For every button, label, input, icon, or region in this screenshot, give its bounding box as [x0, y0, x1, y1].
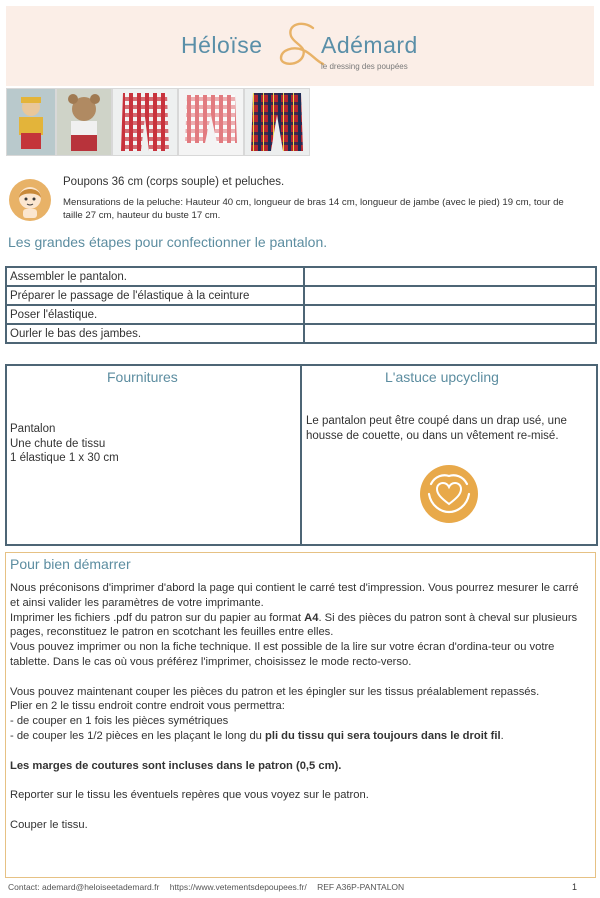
- paragraph: Plier en 2 le tissu endroit contre endroit vous permettra:: [10, 700, 285, 713]
- text-span: . Si des pièces du patron sont à cheval sur plusieurs pages, reconstituez le patron en scotchant les feuilles entre elles.: [10, 611, 578, 639]
- steps-table: [5, 266, 597, 344]
- pattern-reference: REF A36P-PANTALON: [317, 882, 405, 892]
- paragraph: Reporter sur le tissu les éventuels repères que vous voyez sur le patron.: [10, 789, 369, 802]
- paragraph: Couper le tissu.: [10, 818, 88, 831]
- tip-heading: L'astuce upcycling: [385, 369, 499, 385]
- getting-started-heading: Pour bien démarrer: [10, 556, 131, 572]
- table-row: [6, 305, 596, 324]
- getting-started-body: [10, 581, 588, 833]
- brand-name-first: Héloïse: [181, 32, 263, 58]
- paragraph: Nous préconisons d'imprimer d'abord la page qui contient le carré test d'impression. Vous pourrez mesurer le carré et ainsi valider les paramètres de votre imprimante.: [10, 582, 579, 609]
- table-row: [6, 324, 596, 343]
- page-footer: [8, 882, 412, 892]
- steps-heading: Les grandes étapes pour confectionner le pantalon.: [8, 234, 328, 250]
- supply-item: Pantalon: [10, 423, 56, 435]
- supplies-and-tip-box: [5, 364, 598, 546]
- text-span: - de couper les 1/2 pièces en les plaçant le long du: [10, 729, 265, 742]
- supply-item: 1 élastique 1 x 30 cm: [10, 452, 119, 464]
- page-number: 1: [572, 882, 578, 892]
- table-row: [6, 286, 596, 305]
- doll-face-icon: [8, 178, 52, 222]
- doll-yellow-jacket-photo: [6, 88, 56, 156]
- step-label: Ourler le bas des jambes.: [6, 324, 304, 343]
- step-empty-cell: [304, 305, 596, 324]
- text-span: .: [500, 729, 504, 742]
- supplies-heading: Fournitures: [107, 369, 178, 385]
- brand-logo: [181, 24, 431, 80]
- getting-started-box: [5, 552, 596, 878]
- column-divider: [300, 366, 302, 544]
- paragraph: - de couper en 1 fois les pièces symétriques: [10, 715, 229, 728]
- plush-measurements: Mensurations de la peluche: Hauteur 40 cm, longueur de bras 14 cm, longueur de jambe (avec le pied) 19 cm, tour de taille 27 cm, hauteur du buste 17 cm.: [63, 197, 564, 221]
- paragraph: [10, 729, 588, 744]
- step-empty-cell: [304, 267, 596, 286]
- step-empty-cell: [304, 324, 596, 343]
- fold-emphasis: pli du tissu qui sera toujours dans le droit fil: [265, 729, 501, 742]
- paragraph: [10, 611, 588, 641]
- pink-checked-pants-photo: [178, 88, 244, 156]
- step-label: Poser l'élastique.: [6, 305, 304, 324]
- brand-tagline: le dressing des poupées: [321, 62, 408, 71]
- text-span: Imprimer les fichiers .pdf du patron sur du papier au format: [10, 611, 305, 624]
- brand-name-second: Adémard: [321, 32, 418, 58]
- tip-text: Le pantalon peut être coupé dans un drap usé, une housse de couette, ou dans un vêtement re-misé.: [306, 415, 567, 442]
- step-label: Assembler le pantalon.: [6, 267, 304, 286]
- supply-item: Une chute de tissu: [10, 437, 106, 450]
- teddy-bear-photo: [56, 88, 112, 156]
- step-empty-cell: [304, 286, 596, 305]
- red-checked-pants-photo: [112, 88, 178, 156]
- hands-heart-icon: [419, 464, 479, 524]
- tartan-pants-photo: [244, 88, 310, 156]
- website-link[interactable]: https://www.vetementsdepoupees.fr/: [169, 882, 307, 892]
- paper-format: A4: [304, 611, 319, 624]
- table-row: [6, 267, 596, 286]
- contact-email[interactable]: Contact: ademard@heloiseetademard.fr: [8, 882, 160, 892]
- supplies-list: [10, 422, 119, 466]
- step-label: Préparer le passage de l'élastique à la ceinture: [6, 286, 304, 305]
- paragraph: Vous pouvez maintenant couper les pièces du patron et les épingler sur les tissus préalablement repassés.: [10, 685, 540, 698]
- header-banner: [6, 6, 594, 86]
- paragraph: Vous pouvez imprimer ou non la fiche technique. Il est possible de la lire sur votre écran d'ordina-teur ou votre tablette. Dans le cas où vous préférez l'imprimer, choisissez le mode recto-verso.: [10, 641, 555, 668]
- target-doll-sizes: Poupons 36 cm (corps souple) et peluches.: [63, 176, 285, 188]
- seam-allowance-note: Les marges de coutures sont incluses dans le patron (0,5 cm).: [10, 759, 342, 772]
